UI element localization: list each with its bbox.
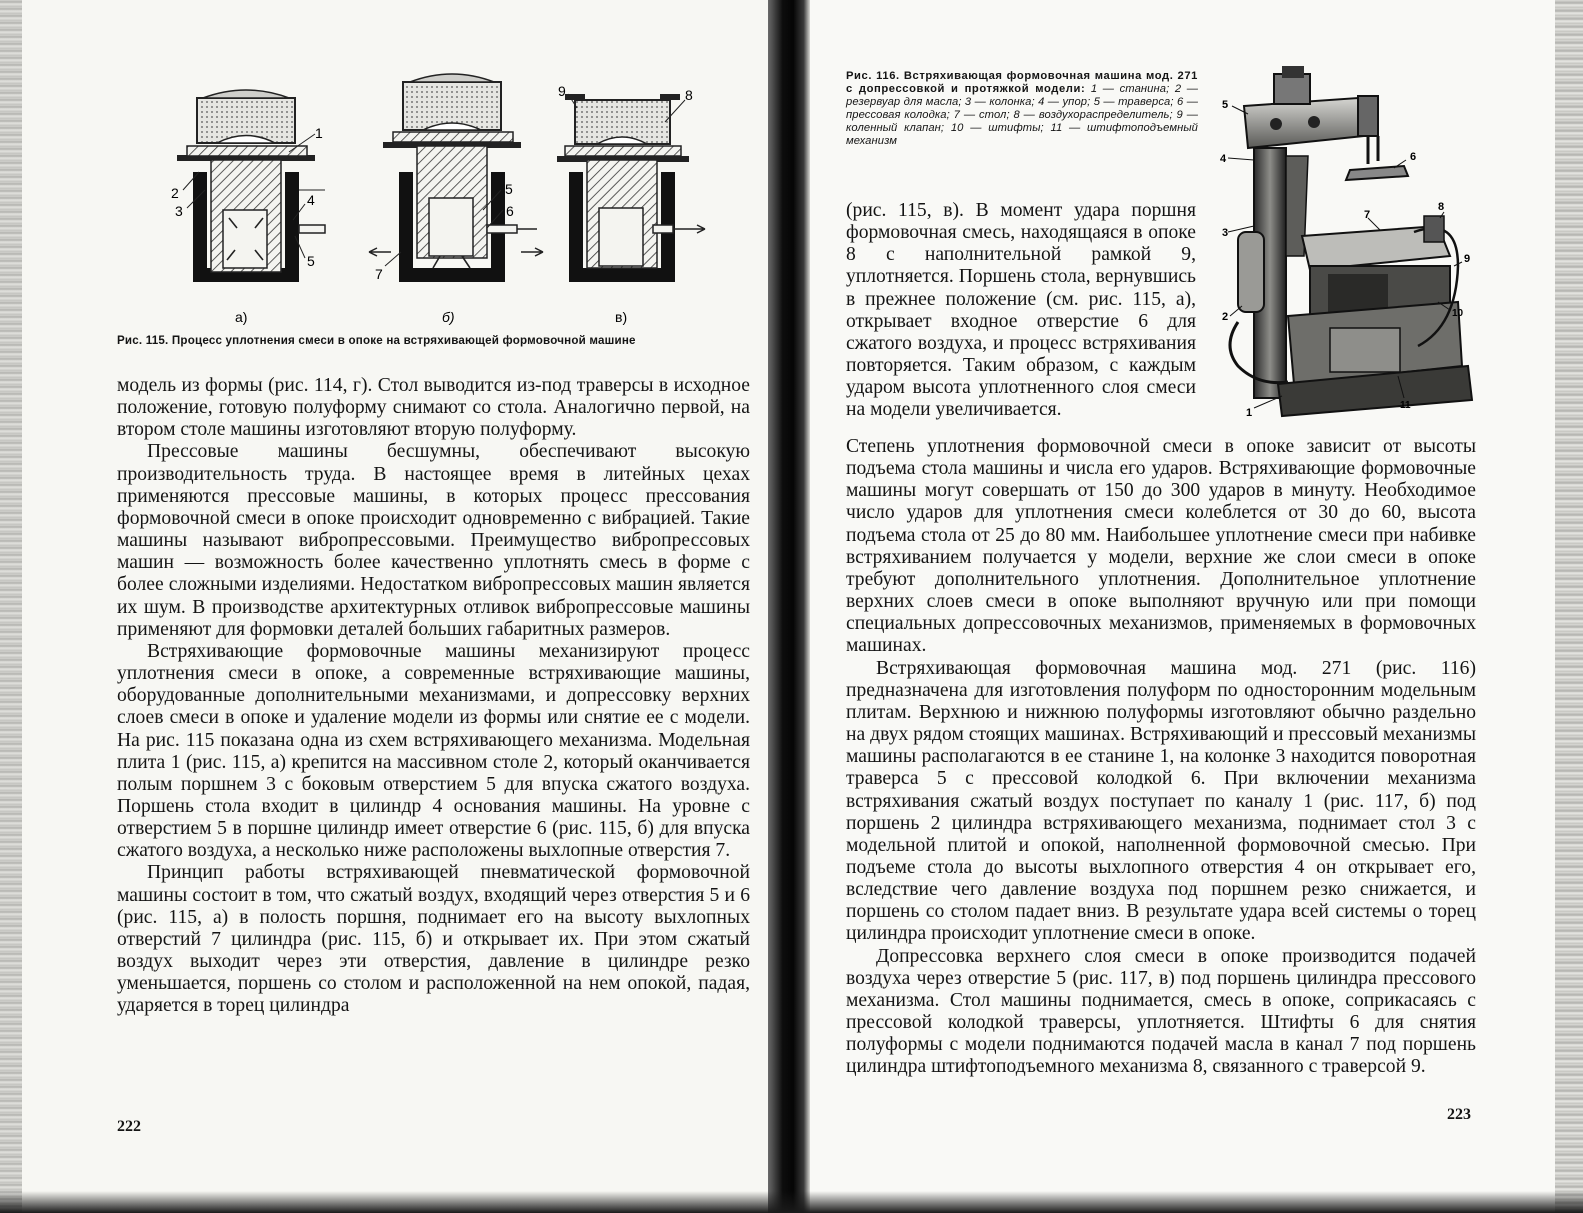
fig115-callout-3: 3 — [175, 203, 183, 219]
fig115-callout-8: 8 — [685, 87, 693, 103]
fig116-callout-8: 8 — [1438, 201, 1445, 213]
figure-116-caption — [846, 70, 1198, 148]
left-paragraph-3: Встряхивающие формовочные машины механизируют процесс уплотнения смеси в опоке, а современные встряхивающие машины, оборудованные дополнительными механизмами, и допрессовку верхних слоев смеси в опоке и удаление модели из формы или снятие ее с модели. На рис. 115 показана одна из схем встряхивающего механизма. Модельная плита 1 (рис. 115, а) крепится на массивном столе 2, который оканчивается полым поршнем 3 с боковым отверстием 5 для впуска сжатого воздуха. Поршень стола входит в цилиндр 4 основания машины. На уровне с отверстием 5 в поршне цилиндр имеет отверстие 6 (рис. 115, б) для впуска сжатого воздуха, а несколько ниже расположены выхлопные отверстия 7. — [117, 640, 750, 862]
fig115-callout-7: 7 — [375, 266, 383, 282]
figure-115-diagram — [165, 60, 765, 332]
right-wrapped-paragraph: (рис. 115, в). В момент удара поршня формовочная смесь, находящаяся в опоке 8 с наполнительной рамкой 9, уплотняется. Поршень стола, вернувшись в прежнее положение (см. рис. 115, а), открывает входное отверстие 6 для сжатого воздуха, и процесс встряхивания повторяется. Таким образом, с каждым ударом высота уплотненного слоя смеси на модели увеличивается. — [846, 200, 1196, 421]
right-page-edge — [1555, 0, 1583, 1213]
left-paragraph-1: модель из формы (рис. 114, г). Стол выводится из-под траверсы в исходное положение, готовую полуформу снимают со стола. Аналогично первой, на втором столе машины изготовляют вторую полуформу. — [117, 375, 750, 441]
fig116-callout-7: 7 — [1364, 209, 1371, 221]
fig116-callout-5: 5 — [1222, 99, 1229, 111]
fig115-callout-5a: 5 — [307, 253, 315, 269]
fig115-label-c: в) — [615, 309, 628, 325]
fig115-label-a: а) — [235, 309, 248, 325]
fig116-callout-11: 11 — [1400, 400, 1411, 411]
fig115-callout-1: 1 — [315, 125, 323, 141]
left-page-text — [117, 375, 750, 1018]
right-paragraph-3: Допрессовка верхнего слоя смеси в опоке производится подачей воздуха через отверстие 5 (рис. 117, в) под поршень цилиндра прессового механизма. Стол машины поднимается, смесь в опоке, соприкасаясь с прессовой колодкой траверсы, уплотняется. Штифты 6 для снятия полуформы с модели поднимаются подачей масла в канал 7 под поршень цилиндра штифтоподъемного механизма 8, связанного с траверсой 9. — [846, 945, 1476, 1078]
right-paragraph-1: Степень уплотнения формовочной смеси в опоке зависит от высоты подъема стола машины и числа его ударов. Встряхивающие формовочные машины могут совершать от 150 до 300 ударов в минуту. Необходимое число ударов для уплотнения смеси колеблется от 30 до 60, высота подъема стола от 25 до 80 мм. Наибольшее уплотнение смеси при набивке встряхиванием получается у модели, верхние же слои смеси в опоке требуют дополнительного уплотнения. Дополнительное уплотнение верхних слоев смеси в опоке выполняют вручную или при помощи специальных допрессовочных механизмов, применяемых в формовочных машинах. — [846, 436, 1476, 657]
fig115-callout-4: 4 — [307, 192, 315, 208]
book-gutter — [768, 0, 810, 1213]
fig116-callout-1: 1 — [1246, 407, 1253, 419]
figure-116-caption-title: Рис. 116. Встряхивающая формовочная машина мод. 271 с допрессовкой и протяжкой модели: — [846, 70, 1198, 95]
left-paragraph-4: Принцип работы встряхивающей пневматической формовочной машины состоит в том, что сжатый воздух, входящий через отверстия 5 и 6 (рис. 115, а) в полость поршня, поднимает его на высоту выхлопных отверстий 7 цилиндра (рис. 115, б) и открывает их. При этом сжатый воздух выходит через эти отверстия, давление в цилиндре резко уменьшается, поршень со столом и расположенной на нем опокой, падая, ударяется в торец цилиндра — [117, 862, 750, 1017]
page-number-left: 222 — [117, 1118, 141, 1135]
page-number-right: 223 — [1447, 1106, 1471, 1123]
fig116-callout-9: 9 — [1464, 253, 1471, 265]
bottom-edge-shadow — [0, 1191, 1583, 1213]
right-paragraph-2: Встряхивающая формовочная машина мод. 271 (рис. 116) предназначена для изготовления полуформ по односторонним модельным плитам. Верхнюю и нижнюю полуформы изготовляют обычно раздельно на двух рядом стоящих машинах. Встряхивающий и прессовый механизмы машины располагаются в ее станине 1, на колонке 3 находится поворотная траверса 5 с прессовой колодкой 6. При включении механизма встряхивания сжатый воздух поступает по каналу 1 (рис. 117, б) под поршень 2 цилиндра встряхивающего механизма, поднимает стол 3 с модельной плитой и опокой, наполненной формовочной смесью. При подъеме стола до высоты выхлопного отверстия 4 он открывает его, вследствие чего давление воздуха под поршнем резко снижается, и поршень со столом падает вниз. В результате удара всей системы о торец цилиндра происходит уплотнение смеси в опоке. — [846, 657, 1476, 945]
fig115-label-b: б) — [442, 309, 455, 325]
left-paragraph-2: Прессовые машины бесшумны, обеспечивают высокую производительность труда. В настоящее время в литейных цехах применяются прессовые машины, в которых процесс прессования формовочной смеси в опоке происходит одновременно с вибрацией. Такие машины называют вибропрессовыми. Преимущество вибропрессовых машин — возможность более качественно уплотнять смесь в форме с более сложными изделиями. Недостатком вибропрессовых машин является их шум. В производстве архитектурных отливок вибропрессовые машины применяют для формовки деталей больших габаритных размеров. — [117, 441, 750, 640]
left-page-edge — [0, 0, 22, 1213]
fig115-callout-6: 6 — [506, 203, 514, 219]
figure-116-machine-drawing — [1218, 66, 1483, 426]
fig116-callout-6: 6 — [1410, 151, 1417, 163]
right-wrapped-text — [846, 200, 1196, 422]
fig116-callout-2: 2 — [1222, 311, 1229, 323]
fig115-callout-5b: 5 — [505, 181, 513, 197]
fig116-callout-4: 4 — [1220, 153, 1227, 165]
fig115-callout-9: 9 — [558, 83, 566, 99]
fig116-callout-3: 3 — [1222, 227, 1229, 239]
figure-116-caption-legend: 1 — станина; 2 — резервуар для масла; 3 — колонка; 4 — упор; 5 — траверса; 6 — прессовая колодка; 7 — стол; 8 — воздухораспределитель; 9 — коленный клапан; 10 — штифты; 11 — штифтоподъемный механизм — [846, 83, 1198, 147]
right-page-text — [846, 436, 1476, 1079]
fig116-callout-10: 10 — [1452, 308, 1464, 319]
fig115-callout-2: 2 — [171, 185, 179, 201]
diagram-b — [369, 74, 543, 282]
figure-115-caption: Рис. 115. Процесс уплотнения смеси в опоке на встряхивающей формовочной машине — [117, 334, 636, 347]
diagram-c — [557, 94, 705, 282]
